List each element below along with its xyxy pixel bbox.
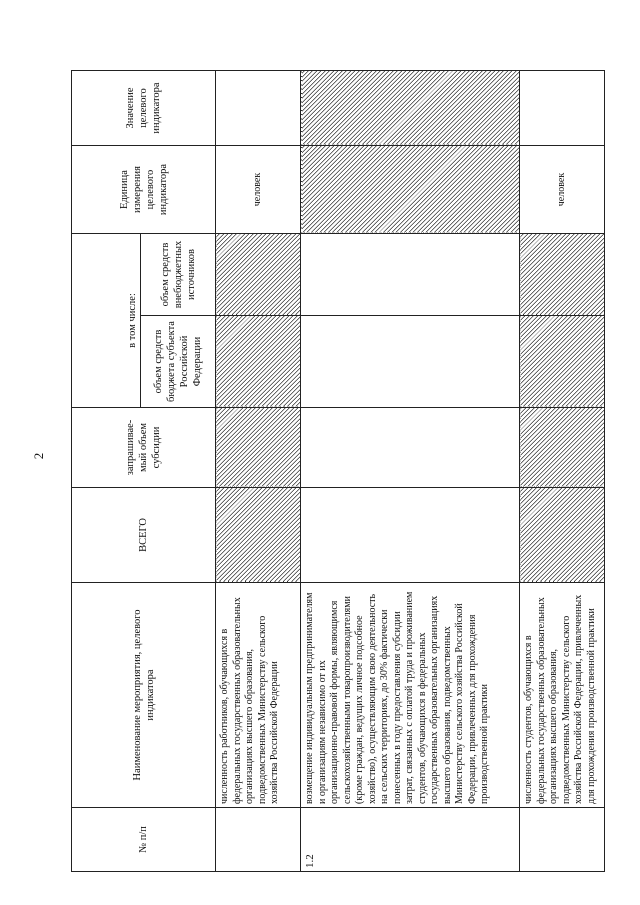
table-row [216, 71, 301, 872]
header-subsidy: запрашивае-мый объем субсидии [72, 408, 216, 488]
hatched-cell [520, 316, 605, 408]
row-name: численность студентов, обучающихся в федеральных государственных образовательных организациях высшего образования, подведомственных Министерству сельского хозяйства Российской Федерации, привлеченных для прохождения производственной практики [520, 583, 605, 808]
row-unit: человек [520, 146, 605, 234]
indicator-table-container [71, 71, 597, 872]
row-num [520, 808, 605, 872]
header-value: Значение целевого индикатора [72, 71, 216, 146]
header-name: Наименование мероприятия, целевого индикатора [72, 583, 216, 808]
row-unit: человек [216, 146, 301, 234]
hatched-cell [301, 71, 520, 146]
value-cell [520, 71, 605, 146]
indicator-table [71, 70, 605, 872]
hatched-cell [520, 408, 605, 488]
row-name: возмещение индивидуальным предпринимателям и организациям независимо от их организационно-правовой формы, являющимся сельскохозяйственными товаропроизводителями (кроме граждан, ведущих личное подсобное хозяйство), осуществляющим свою деятельность на сельских территориях, до 30% фактически понесенных в году предоставления субсидии затрат, связанных с оплатой труда и проживанием студентов, обучающихся в федеральных государственных образовательных организациях высшего образования, подведомственных Министерству сельского хозяйства Российской Федерации, привлеченных для прохождения производственной практики [301, 583, 520, 808]
header-num: № п/п [72, 808, 216, 872]
hatched-cell [216, 408, 301, 488]
hatched-cell [216, 488, 301, 583]
total-cell [301, 488, 520, 583]
table-row [520, 71, 605, 872]
row-name: численность работников, обучающихся в федеральных государственных образовательных организациях высшего образования, подведомственных Министерству сельского хозяйства Российской Федерации [216, 583, 301, 808]
header-total: ВСЕГО [72, 488, 216, 583]
header-regional: объем средств бюджета субъекта Российской Федерации [141, 316, 216, 408]
hatched-cell [216, 316, 301, 408]
hatched-cell [520, 488, 605, 583]
hatched-cell [520, 234, 605, 316]
external-cell [301, 234, 520, 316]
row-num [216, 808, 301, 872]
hatched-cell [216, 234, 301, 316]
header-including: в том числе: [125, 234, 141, 408]
value-cell [216, 71, 301, 146]
row-num: 1.2 [301, 808, 520, 872]
regional-cell [301, 316, 520, 408]
page-number: 2 [31, 452, 46, 460]
header-unit: Единица измерения целевого индикатора [72, 146, 216, 234]
header-external: объем средств внебюджетных источников [141, 234, 216, 316]
hatched-cell [301, 146, 520, 234]
table-row [301, 71, 520, 872]
subsidy-cell [301, 408, 520, 488]
header-spacer [72, 234, 126, 408]
